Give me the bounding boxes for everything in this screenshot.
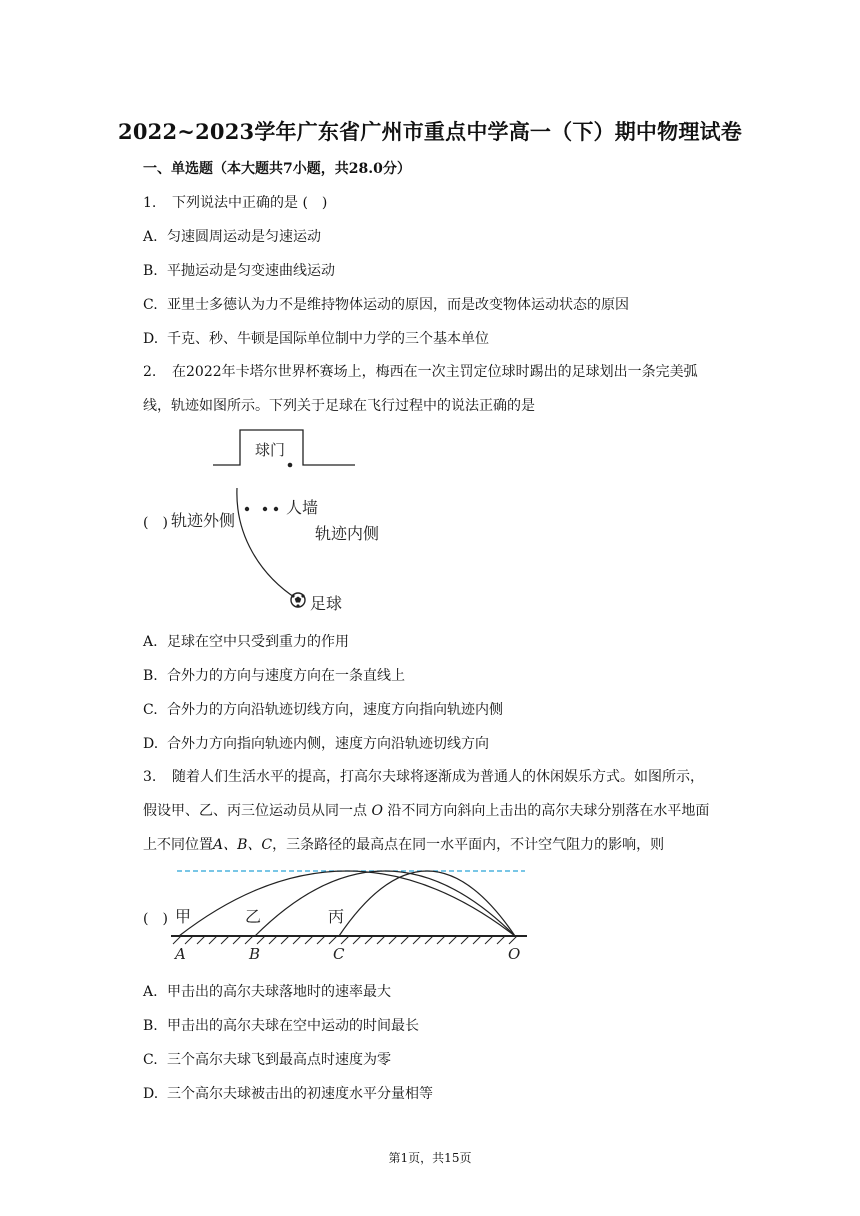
wall-dot — [274, 507, 278, 511]
question-3-option-d — [143, 1083, 433, 1103]
question-3-stem-line-2 — [143, 800, 709, 820]
question-2-answer-paren: ( ) — [143, 515, 168, 531]
option-letter: A. — [143, 229, 158, 245]
option-letter: C. — [143, 297, 158, 313]
question-1-option-b — [143, 260, 335, 280]
label-yi: 乙 — [245, 907, 262, 926]
option-letter: A. — [143, 634, 158, 650]
question-1-stem — [143, 192, 327, 212]
question-1-option-c — [143, 294, 629, 314]
option-text: 合外力的方向沿轨迹切线方向，速度方向指向轨迹内侧 — [167, 702, 503, 718]
question-2-option-d — [143, 733, 489, 753]
option-text: 合外力方向指向轨迹内侧，速度方向沿轨迹切线方向 — [167, 736, 489, 752]
ball-label: 足球 — [310, 594, 343, 613]
label-point-o: O — [508, 945, 521, 963]
option-letter: C. — [143, 1052, 158, 1068]
question-3-option-b — [143, 1015, 419, 1035]
wall-dot — [263, 507, 267, 511]
trajectory-jia — [179, 871, 515, 936]
option-text: 甲击出的高尔夫球落地时的速率最大 — [167, 984, 391, 1000]
option-letter: D. — [143, 1086, 159, 1102]
question-2-stem-line-1 — [143, 361, 698, 381]
text-segment: 上不同位置 — [143, 837, 213, 853]
option-text: 甲击出的高尔夫球在空中运动的时间最长 — [167, 1018, 419, 1034]
soccer-ball-icon — [291, 593, 305, 608]
option-text: 三个高尔夫球被击出的初速度水平分量相等 — [167, 1086, 433, 1102]
goal-label: 球门 — [255, 441, 286, 459]
option-text: 千克、秒、牛顿是国际单位制中力学的三个基本单位 — [167, 331, 489, 347]
option-letter: D. — [143, 736, 159, 752]
question-text: 在2022年卡塔尔世界杯赛场上，梅西在一次主罚定位球时踢出的足球划出一条完美弧 — [172, 364, 698, 380]
option-letter: C. — [143, 702, 158, 718]
text-segment: 沿不同方向斜向上击出的高尔夫球分别落在水平地面 — [387, 803, 710, 819]
trajectory-yi — [255, 871, 515, 936]
goal-target-dot — [288, 463, 293, 468]
wall-label: 人墙 — [286, 498, 319, 517]
question-number: 2. — [143, 364, 157, 380]
outside-label: 轨迹外侧 — [171, 511, 236, 530]
label-point-c: C — [333, 945, 345, 963]
question-number: 1. — [143, 195, 157, 211]
soccer-trajectory-figure — [165, 425, 405, 615]
page-footer: 第1页，共15页 — [388, 1151, 472, 1165]
question-number: 3. — [143, 769, 157, 785]
question-2-option-a — [143, 631, 349, 651]
question-3-stem-line-3 — [143, 834, 664, 854]
question-2-option-b — [143, 665, 405, 685]
point-o: O — [371, 803, 383, 819]
question-2-option-c — [143, 699, 503, 719]
question-text: 下列说法中正确的是 ( ) — [172, 195, 328, 211]
option-text: 三个高尔夫球飞到最高点时速度为零 — [167, 1052, 391, 1068]
question-text: 随着人们生活水平的提高，打高尔夫球将逐渐成为普通人的休闲娱乐方式。如图所示， — [172, 769, 704, 785]
trajectory-bing — [339, 871, 515, 936]
option-text: 平抛运动是匀变速曲线运动 — [167, 263, 335, 279]
label-bing: 丙 — [328, 907, 345, 926]
wall-dot — [245, 507, 249, 511]
label-point-a: A — [175, 945, 186, 963]
option-text: 亚里士多德认为力不是维持物体运动的原因，而是改变物体运动状态的原因 — [167, 297, 629, 313]
question-3-option-a — [143, 981, 391, 1001]
page-title: 2022~2023学年广东省广州市重点中学高一（下）期中物理试卷 — [118, 119, 742, 144]
option-text: 合外力的方向与速度方向在一条直线上 — [167, 668, 405, 684]
text-segment: 假设甲、乙、丙三位运动员从同一点 — [143, 803, 367, 819]
section-heading: 一、单选题（本大题共7小题，共28.0分） — [143, 161, 411, 177]
option-letter: D. — [143, 331, 159, 347]
question-1-option-d — [143, 328, 489, 348]
question-3-stem-line-1 — [143, 766, 704, 786]
option-letter: B. — [143, 1018, 158, 1034]
points-abc: A、B、C — [213, 837, 273, 853]
golf-trajectory-figure — [165, 860, 535, 970]
option-letter: B. — [143, 263, 158, 279]
inside-label: 轨迹内侧 — [315, 524, 380, 543]
label-point-b: B — [249, 945, 261, 963]
ground-hatching — [173, 936, 517, 944]
question-3-option-c — [143, 1049, 391, 1069]
question-3-answer-paren: ( ) — [143, 911, 168, 927]
question-2-stem-line-2: 线，轨迹如图所示。下列关于足球在飞行过程中的说法正确的是 — [143, 398, 535, 414]
question-1-option-a — [143, 226, 321, 246]
option-text: 足球在空中只受到重力的作用 — [167, 634, 349, 650]
option-letter: A. — [143, 984, 158, 1000]
option-text: 匀速圆周运动是匀速运动 — [167, 229, 321, 245]
option-letter: B. — [143, 668, 158, 684]
label-jia: 甲 — [175, 907, 192, 926]
text-segment: ，三条路径的最高点在同一水平面内，不计空气阻力的影响，则 — [272, 837, 665, 853]
